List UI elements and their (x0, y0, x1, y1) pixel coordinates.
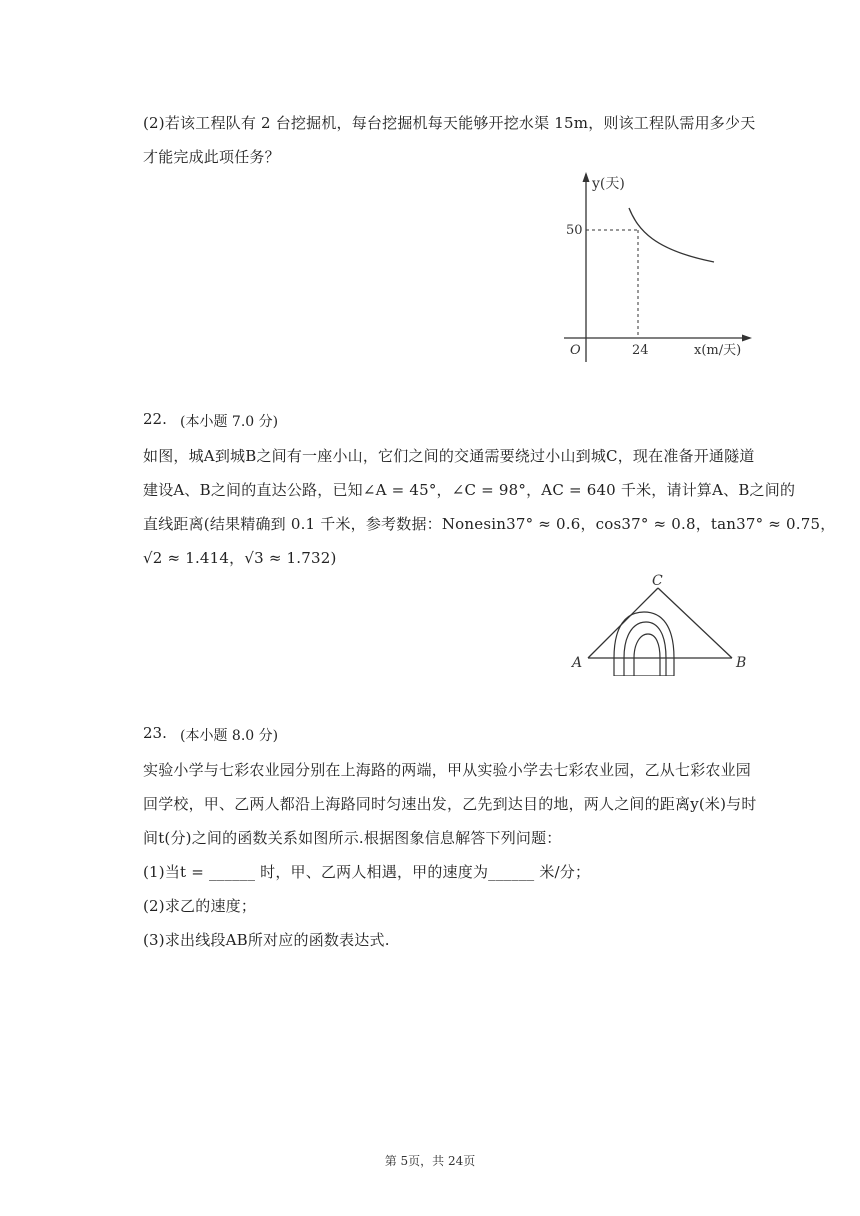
x-tick-label: 24 (632, 343, 649, 358)
q21-graph (556, 168, 756, 368)
q23-text-line-3: 间t(分)之间的函数关系如图所示.根据图象信息解答下列问题： (143, 829, 562, 847)
vertex-label-a: A (572, 655, 583, 671)
y-tick-label: 50 (566, 223, 583, 238)
side-ac (588, 588, 658, 658)
q23-text-line-1: 实验小学与七彩农业园分别在上海路的两端，甲从实验小学去七彩农业园，乙从七彩农业园 (143, 761, 752, 779)
q22-number: 22. (143, 410, 167, 428)
q21-text-line-2: 才能完成此项任务？ (143, 148, 280, 166)
x-axis-arrow (742, 335, 752, 342)
q23-points: (本小题 8.0 分) (180, 728, 279, 744)
vertex-label-c: C (652, 573, 663, 589)
q22-text-line-4: √2 ≈ 1.414，√3 ≈ 1.732) (143, 549, 337, 567)
q23-number: 23. (143, 724, 167, 742)
q22-text-line-3: 直线距离(结果精确到 0.1 千米，参考数据：Nonesin37° ≈ 0.6，cos37° ≈ 0.8，tan37° ≈ 0.75， (143, 515, 836, 533)
q23-text-line-6: (3)求出线段AB所对应的函数表达式. (143, 931, 390, 949)
side-cb (658, 588, 732, 658)
page-footer: 第 5页，共 24页 (384, 1154, 476, 1168)
vertex-label-b: B (736, 655, 747, 671)
q22-text-line-1: 如图，城A到城B之间有一座小山，它们之间的交通需要绕过小山到城C，现在准备开通隧道 (143, 447, 755, 465)
q23-text-line-4: (1)当t = ______ 时，甲、乙两人相遇，甲的速度为______ 米/分； (143, 863, 591, 881)
q23-text-line-5: (2)求乙的速度； (143, 897, 257, 915)
q23-text-line-2: 回学校，甲、乙两人都沿上海路同时匀速出发，乙先到达目的地，两人之间的距离y(米)与时 (143, 795, 757, 813)
y-axis-label: y(天) (592, 176, 625, 192)
mountain-arc-inner (634, 634, 660, 676)
q22-triangle-figure (568, 572, 752, 676)
origin-label: O (570, 343, 581, 358)
q21-text-line-1: (2)若该工程队有 2 台挖掘机，每台挖掘机每天能够开挖水渠 15m，则该工程队需用多少天 (143, 114, 756, 132)
x-axis-label: x(m/天) (694, 343, 742, 358)
q22-points: (本小题 7.0 分) (180, 414, 279, 430)
q22-text-line-2: 建设A、B之间的直达公路，已知∠A = 45°，∠C = 98°，AC = 640 千米，请计算A、B之间的 (143, 481, 796, 499)
inverse-curve (629, 208, 714, 262)
y-axis-arrow (583, 172, 590, 182)
